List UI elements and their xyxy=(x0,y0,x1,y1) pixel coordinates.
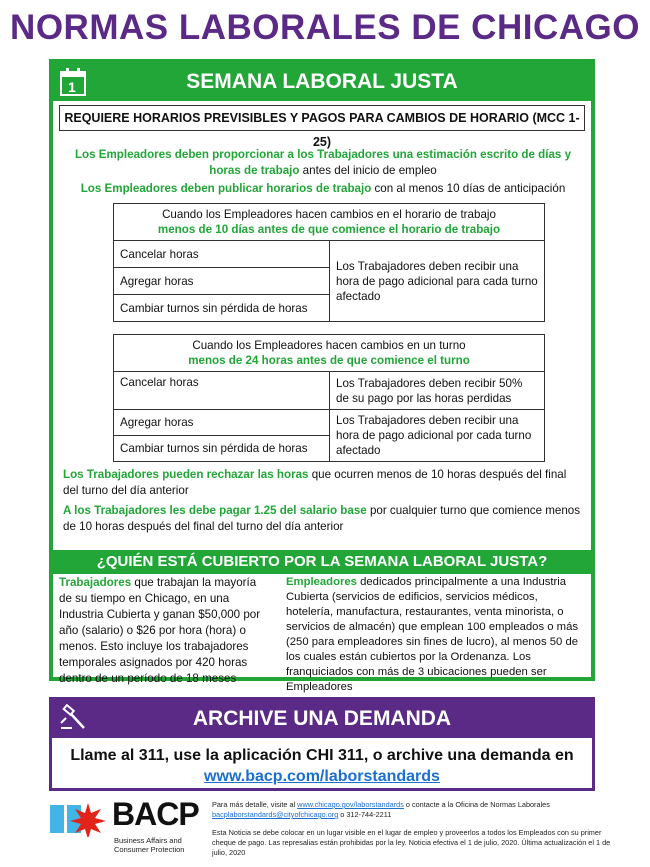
requirement-post-schedule xyxy=(73,181,573,197)
pay-green: A los Trabajadores les debe pagar 1.25 del salario base xyxy=(63,504,367,517)
complaint-title: ARCHIVE UNA DEMANDA xyxy=(192,707,452,730)
covered-workers xyxy=(59,575,271,687)
call-instructions xyxy=(52,745,592,787)
coverage-header: ¿QUIÉN ESTÁ CUBIERTO POR LA SEMANA LABORAL JUSTA? xyxy=(53,550,591,574)
employers-text: dedicados principalmente a una Industria Cubierta (servicios de edificios, servicios médicos, hotelería, manufactura, restaurantes, venta minorista, o servicios de almacén) que emplean 100 empleados o más (250 para empleadores sin fines de lucro), al menos 50 de los cuales están cubiertos por la Ordenanza. Los franquiciados con más de 3 ubicaciones pueden ser Empleadores xyxy=(286,576,579,693)
section-title: SEMANA LABORAL JUSTA xyxy=(186,70,458,93)
requirement-post-rest: con al menos 10 días de anticipación xyxy=(371,182,566,195)
logo-sub-line-1: Business Affairs and xyxy=(114,836,182,845)
table-header-text: Cuando los Empleadores hacen cambios en el horario de trabajo xyxy=(162,208,496,221)
logo-sub-line-2: Consumer Protection xyxy=(114,845,185,854)
bacp-logo-text: BACP xyxy=(112,796,199,832)
table-header xyxy=(114,335,545,372)
page-title: NORMAS LABORALES DE CHICAGO xyxy=(10,8,640,47)
requirement-estimate-rest: antes del inicio de empleo xyxy=(299,164,437,177)
table-header xyxy=(114,204,545,241)
pay-rest: por cualquier turno que comience menos de 10 horas después del final del turno del día anterior xyxy=(63,504,581,533)
footer-phone: o 312-744-2211 xyxy=(338,810,392,819)
table-header-green: menos de 10 días antes de que comience el horario de trabajo xyxy=(157,223,501,236)
chicago-star-logo-icon xyxy=(50,801,108,837)
calendar-number: 1 xyxy=(68,79,76,95)
requirement-estimate xyxy=(73,147,573,179)
chicago-gov-link[interactable]: www.chicago.gov/laborstandards xyxy=(297,800,404,809)
workers-label: Trabajadores xyxy=(59,576,132,589)
complaint-section xyxy=(49,697,595,791)
table-header-text: Cuando los Empleadores hacen cambios en un turno xyxy=(192,339,466,352)
refuse-hours-rule xyxy=(63,467,583,499)
footer-contact xyxy=(212,800,622,820)
table-row: Cancelar horas xyxy=(114,241,330,268)
table-result: Los Trabajadores deben recibir una hora de pago adicional por cada turno afectado xyxy=(330,410,545,462)
table-result: Los Trabajadores deben recibir una hora de pago adicional para cada turno afectado xyxy=(330,241,545,322)
employers-label: Empleadores xyxy=(286,576,357,588)
rest-pay-rule xyxy=(63,503,583,535)
schedule-change-table xyxy=(113,203,545,322)
refuse-rest: que ocurren menos de 10 horas después del final del turno del día anterior xyxy=(63,468,567,497)
footer-info-mid: o contacte a la Oficina de Normas Laborales xyxy=(403,800,550,809)
footer-notice: Esta Noticia se debe colocar en un lugar visible en el lugar de empleo y proveerlos a todos los Empleados con su primer cheque de pago. Las represalias están prohibidas por la ley. Noticia efectiva el 1 de julio, 2020. Última actualización el 1 de julio, 2020 xyxy=(212,828,611,857)
email-link[interactable]: bacplaborstandards@cityofchicago.org xyxy=(212,810,339,819)
table-row: Cambiar turnos sin pérdida de horas xyxy=(114,436,330,462)
workers-text: que trabajan la mayoría de su tiempo en Chicago, en una Industria Cubierta y ganan $50,000 por año (salario) o $26 por hora (hora) o menos. Esto incluye los trabajadores temporales asignados por 420 horas dentro de un período de 18 meses xyxy=(59,576,261,685)
table-row: Agregar horas xyxy=(114,268,330,295)
bacp-logo-subtitle xyxy=(114,836,184,854)
table-row: Cancelar horas xyxy=(114,372,330,410)
refuse-green: Los Trabajadores pueden rechazar las horas xyxy=(63,468,309,481)
laborstandards-link[interactable]: www.bacp.com/laborstandards xyxy=(204,768,440,785)
section-header xyxy=(53,63,591,101)
requirement-estimate-green: Los Empleadores deben proporcionar a los Trabajadores una estimación escrito de días y horas de trabajo xyxy=(74,148,572,177)
table-row: Cambiar turnos sin pérdida de horas xyxy=(114,295,330,322)
covered-employers xyxy=(286,575,586,695)
table-header-green: menos de 24 horas antes de que comience el turno xyxy=(188,354,470,367)
section-subtitle: REQUIERE HORARIOS PREVISIBLES Y PAGOS PARA CAMBIOS DE HORARIO (MCC 1-25) xyxy=(59,105,585,131)
requirement-post-green: Los Empleadores deben publicar horarios de trabajo xyxy=(80,182,372,195)
call-text: Llame al 311, use la aplicación CHI 311, o archive una demanda en xyxy=(70,747,574,764)
table-row: Agregar horas xyxy=(114,410,330,436)
shift-change-table xyxy=(113,334,545,462)
fair-workweek-section xyxy=(49,59,595,693)
table-result: Los Trabajadores deben recibir 50% de su pago por las horas perdidas xyxy=(330,372,545,410)
complaint-header xyxy=(52,700,592,738)
footer-info-pre: Para más detalle, visite al xyxy=(212,800,298,809)
